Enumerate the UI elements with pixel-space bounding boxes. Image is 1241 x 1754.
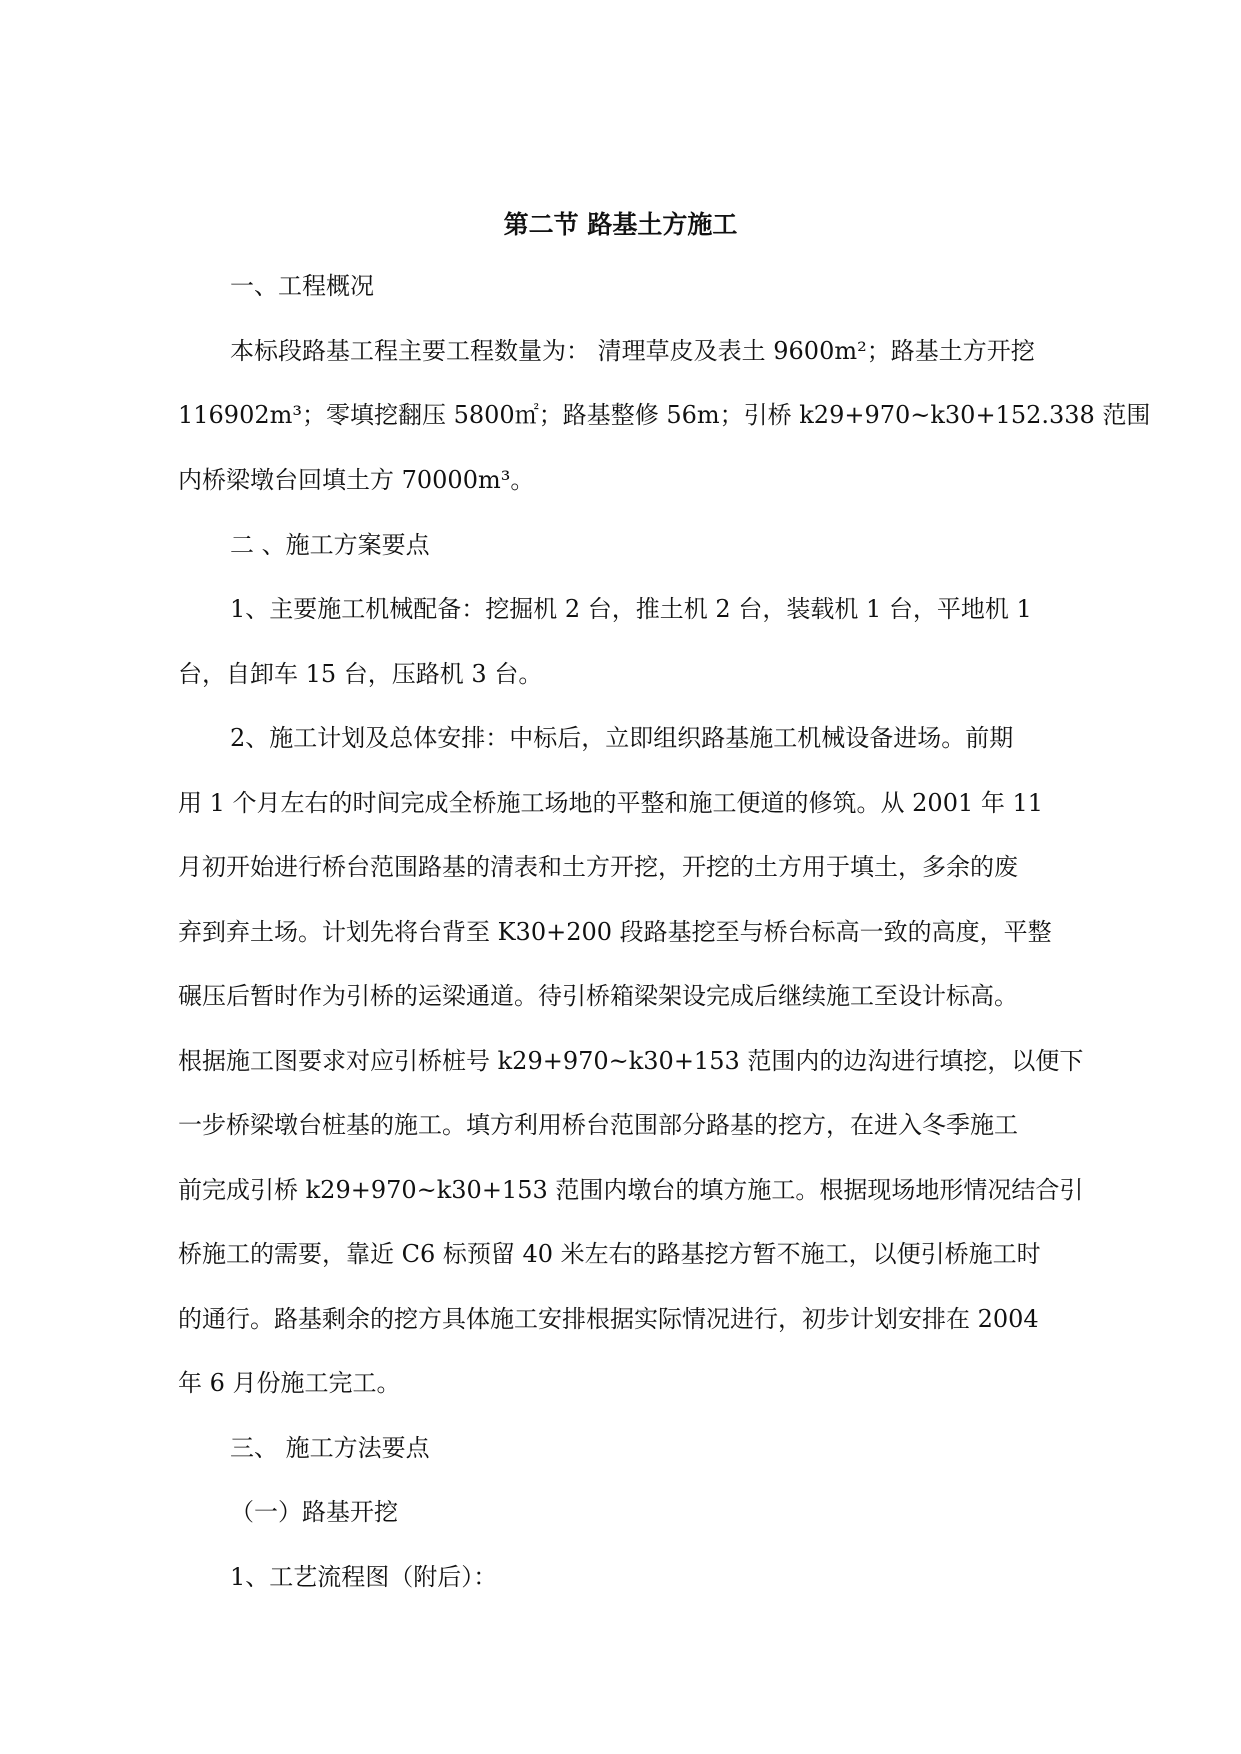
paragraph-line: 台，自卸车 15 台，压路机 3 台。 bbox=[178, 660, 543, 688]
paragraph-line: 一步桥梁墩台桩基的施工。填方利用桥台范围部分路基的挖方，在进入冬季施工 bbox=[178, 1111, 1018, 1139]
paragraph-line: 2、施工计划及总体安排：中标后，立即组织路基施工机械设备进场。前期 bbox=[230, 724, 1014, 752]
section-heading: 二 、施工方案要点 bbox=[230, 531, 430, 559]
paragraph-line: 前完成引桥 k29+970~k30+153 范围内墩台的填方施工。根据现场地形情况结合引 bbox=[178, 1176, 1084, 1204]
page-title: 第二节 路基土方施工 bbox=[503, 210, 738, 239]
subsection-heading: （一）路基开挖 bbox=[230, 1498, 398, 1526]
paragraph-line: 桥施工的需要，靠近 C6 标预留 40 米左右的路基挖方暂不施工，以便引桥施工时 bbox=[178, 1240, 1041, 1268]
paragraph-line: 本标段路基工程主要工程数量为： 清理草皮及表土 9600m²；路基土方开挖 bbox=[230, 337, 1035, 365]
paragraph-line: 116902m³；零填挖翻压 5800㎡；路基整修 56m；引桥 k29+970~k30+152.338 范围 bbox=[178, 401, 1151, 429]
paragraph-line: 根据施工图要求对应引桥桩号 k29+970~k30+153 范围内的边沟进行填挖，以便下 bbox=[178, 1047, 1084, 1075]
paragraph-line: 的通行。路基剩余的挖方具体施工安排根据实际情况进行，初步计划安排在 2004 bbox=[178, 1305, 1039, 1333]
section-heading: 三、 施工方法要点 bbox=[230, 1434, 430, 1462]
paragraph-line: 弃到弃土场。计划先将台背至 K30+200 段路基挖至与桥台标高一致的高度，平整 bbox=[178, 918, 1052, 946]
list-item: 1、工艺流程图（附后）： bbox=[230, 1563, 498, 1591]
paragraph-line: 1、主要施工机械配备：挖掘机 2 台，推土机 2 台，装载机 1 台，平地机 1 bbox=[230, 595, 1032, 623]
paragraph-line: 年 6 月份施工完工。 bbox=[178, 1369, 401, 1397]
section-heading: 一、工程概况 bbox=[230, 272, 374, 300]
paragraph-line: 内桥梁墩台回填土方 70000m³。 bbox=[178, 466, 535, 494]
paragraph-line: 碾压后暂时作为引桥的运梁通道。待引桥箱梁架设完成后继续施工至设计标高。 bbox=[178, 982, 1018, 1010]
paragraph-line: 月初开始进行桥台范围路基的清表和土方开挖，开挖的土方用于填土，多余的废 bbox=[178, 853, 1018, 881]
paragraph-line: 用 1 个月左右的时间完成全桥施工场地的平整和施工便道的修筑。从 2001 年 11 bbox=[178, 789, 1044, 817]
